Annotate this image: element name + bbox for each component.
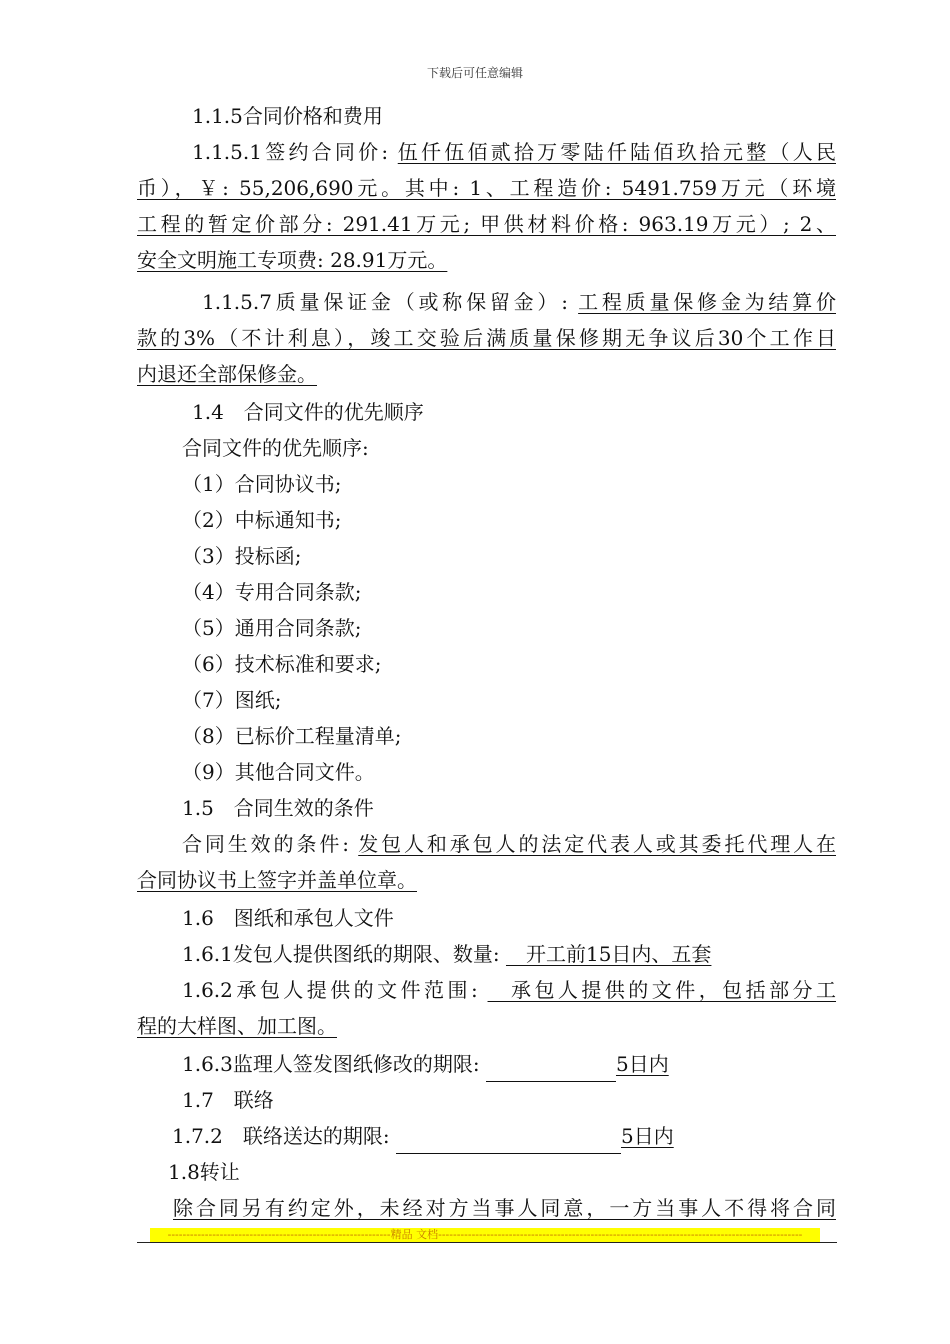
retention-label: 1.1.5.7质量保证金（或称保留金）:: [202, 290, 579, 314]
transfer-line-1: [137, 1190, 836, 1226]
revision-deadline-blank: [486, 1055, 616, 1082]
footer-dashes-right: --------------------------------------------------------------------------------------------------: [438, 1228, 803, 1241]
contract-price-line-3: 工程的暂定价部分: 291.41万元; 甲供材料价格: 963.19万元）; 2、: [137, 212, 836, 236]
retention-line-2: 款的3%（不计利息），竣工交验后满质量保修期无争议后30个工作日: [137, 326, 836, 350]
retention-line-1: [137, 284, 836, 320]
effective-conditions-line-2: 合同协议书上签字并盖单位章。: [137, 868, 417, 892]
footer-dashes-left: ------------------------------------------------------------: [167, 1228, 391, 1241]
contract-price-label: 1.1.5.1签约合同价:: [192, 140, 398, 164]
transfer-text: 除合同另有约定外，未经对方当事人同意，一方当事人不得将合同: [173, 1196, 836, 1220]
drawings-deadline-label: 1.6.1发包人提供图纸的期限、数量:: [182, 942, 506, 966]
revision-deadline-line: [182, 1046, 669, 1082]
notice-deadline-label: 1.7.2 联络送达的期限:: [172, 1124, 396, 1148]
effective-conditions-label: 合同生效的条件:: [182, 832, 359, 856]
contractor-docs-value: 承包人提供的文件，包括部分工: [487, 978, 837, 1002]
drawings-deadline-value: 开工前15日内、五套: [505, 942, 712, 966]
notice-deadline-line: [172, 1118, 674, 1154]
contractor-docs-line-2: 程的大样图、加工图。: [137, 1014, 337, 1038]
priority-item: （5）通用合同条款;: [182, 616, 362, 640]
page-header-note: 下载后可任意编辑: [426, 66, 523, 80]
revision-deadline-label: 1.6.3监理人签发图纸修改的期限:: [182, 1052, 486, 1076]
retention-line-3: 内退还全部保修金。: [137, 362, 317, 386]
priority-item: （6）技术标准和要求;: [182, 652, 382, 676]
section-title-1-5: 1.5 合同生效的条件: [182, 796, 374, 820]
notice-deadline-blank: [396, 1127, 621, 1154]
priority-item: （3）投标函;: [182, 544, 302, 568]
contract-price-value: 伍仟伍佰贰拾万零陆仟陆佰玖拾元整（人民: [397, 140, 836, 164]
footer-banner: [150, 1228, 820, 1242]
priority-item: （9）其他合同文件。: [182, 760, 375, 784]
retention-value: 工程质量保修金为结算价: [578, 290, 836, 314]
priority-intro: 合同文件的优先顺序:: [182, 436, 369, 460]
revision-deadline-value: 5日内: [615, 1052, 669, 1076]
priority-item: （1）合同协议书;: [182, 472, 342, 496]
notice-deadline-value: 5日内: [620, 1124, 674, 1148]
effective-conditions-line-1: [137, 826, 836, 862]
contract-price-line-1: [137, 134, 836, 170]
section-title-1-1-5: 1.1.5合同价格和费用: [192, 104, 383, 128]
priority-item: （8）已标价工程量清单;: [182, 724, 402, 748]
contractor-docs-label: 1.6.2承包人提供的文件范围:: [182, 978, 488, 1002]
effective-conditions-value: 发包人和承包人的法定代表人或其委托代理人在: [358, 832, 836, 856]
priority-item: （2）中标通知书;: [182, 508, 342, 532]
priority-item: （7）图纸;: [182, 688, 282, 712]
section-title-1-4: 1.4 合同文件的优先顺序: [192, 400, 424, 424]
section-title-1-7: 1.7 联络: [182, 1088, 274, 1112]
contract-price-line-4: 安全文明施工专项费: 28.91万元。: [137, 248, 448, 272]
section-title-1-6: 1.6 图纸和承包人文件: [182, 906, 394, 930]
contract-price-line-2: 币），￥: 55,206,690元。其中: 1、工程造价: 5491.759万元（环境: [137, 176, 836, 200]
footer-label: 精品 文档: [390, 1228, 439, 1241]
contractor-docs-line-1: [137, 972, 836, 1008]
drawings-deadline-line: [182, 936, 711, 972]
footer-rule: [137, 1242, 837, 1243]
priority-item: （4）专用合同条款;: [182, 580, 362, 604]
section-title-1-8: 1.8转让: [168, 1160, 240, 1184]
